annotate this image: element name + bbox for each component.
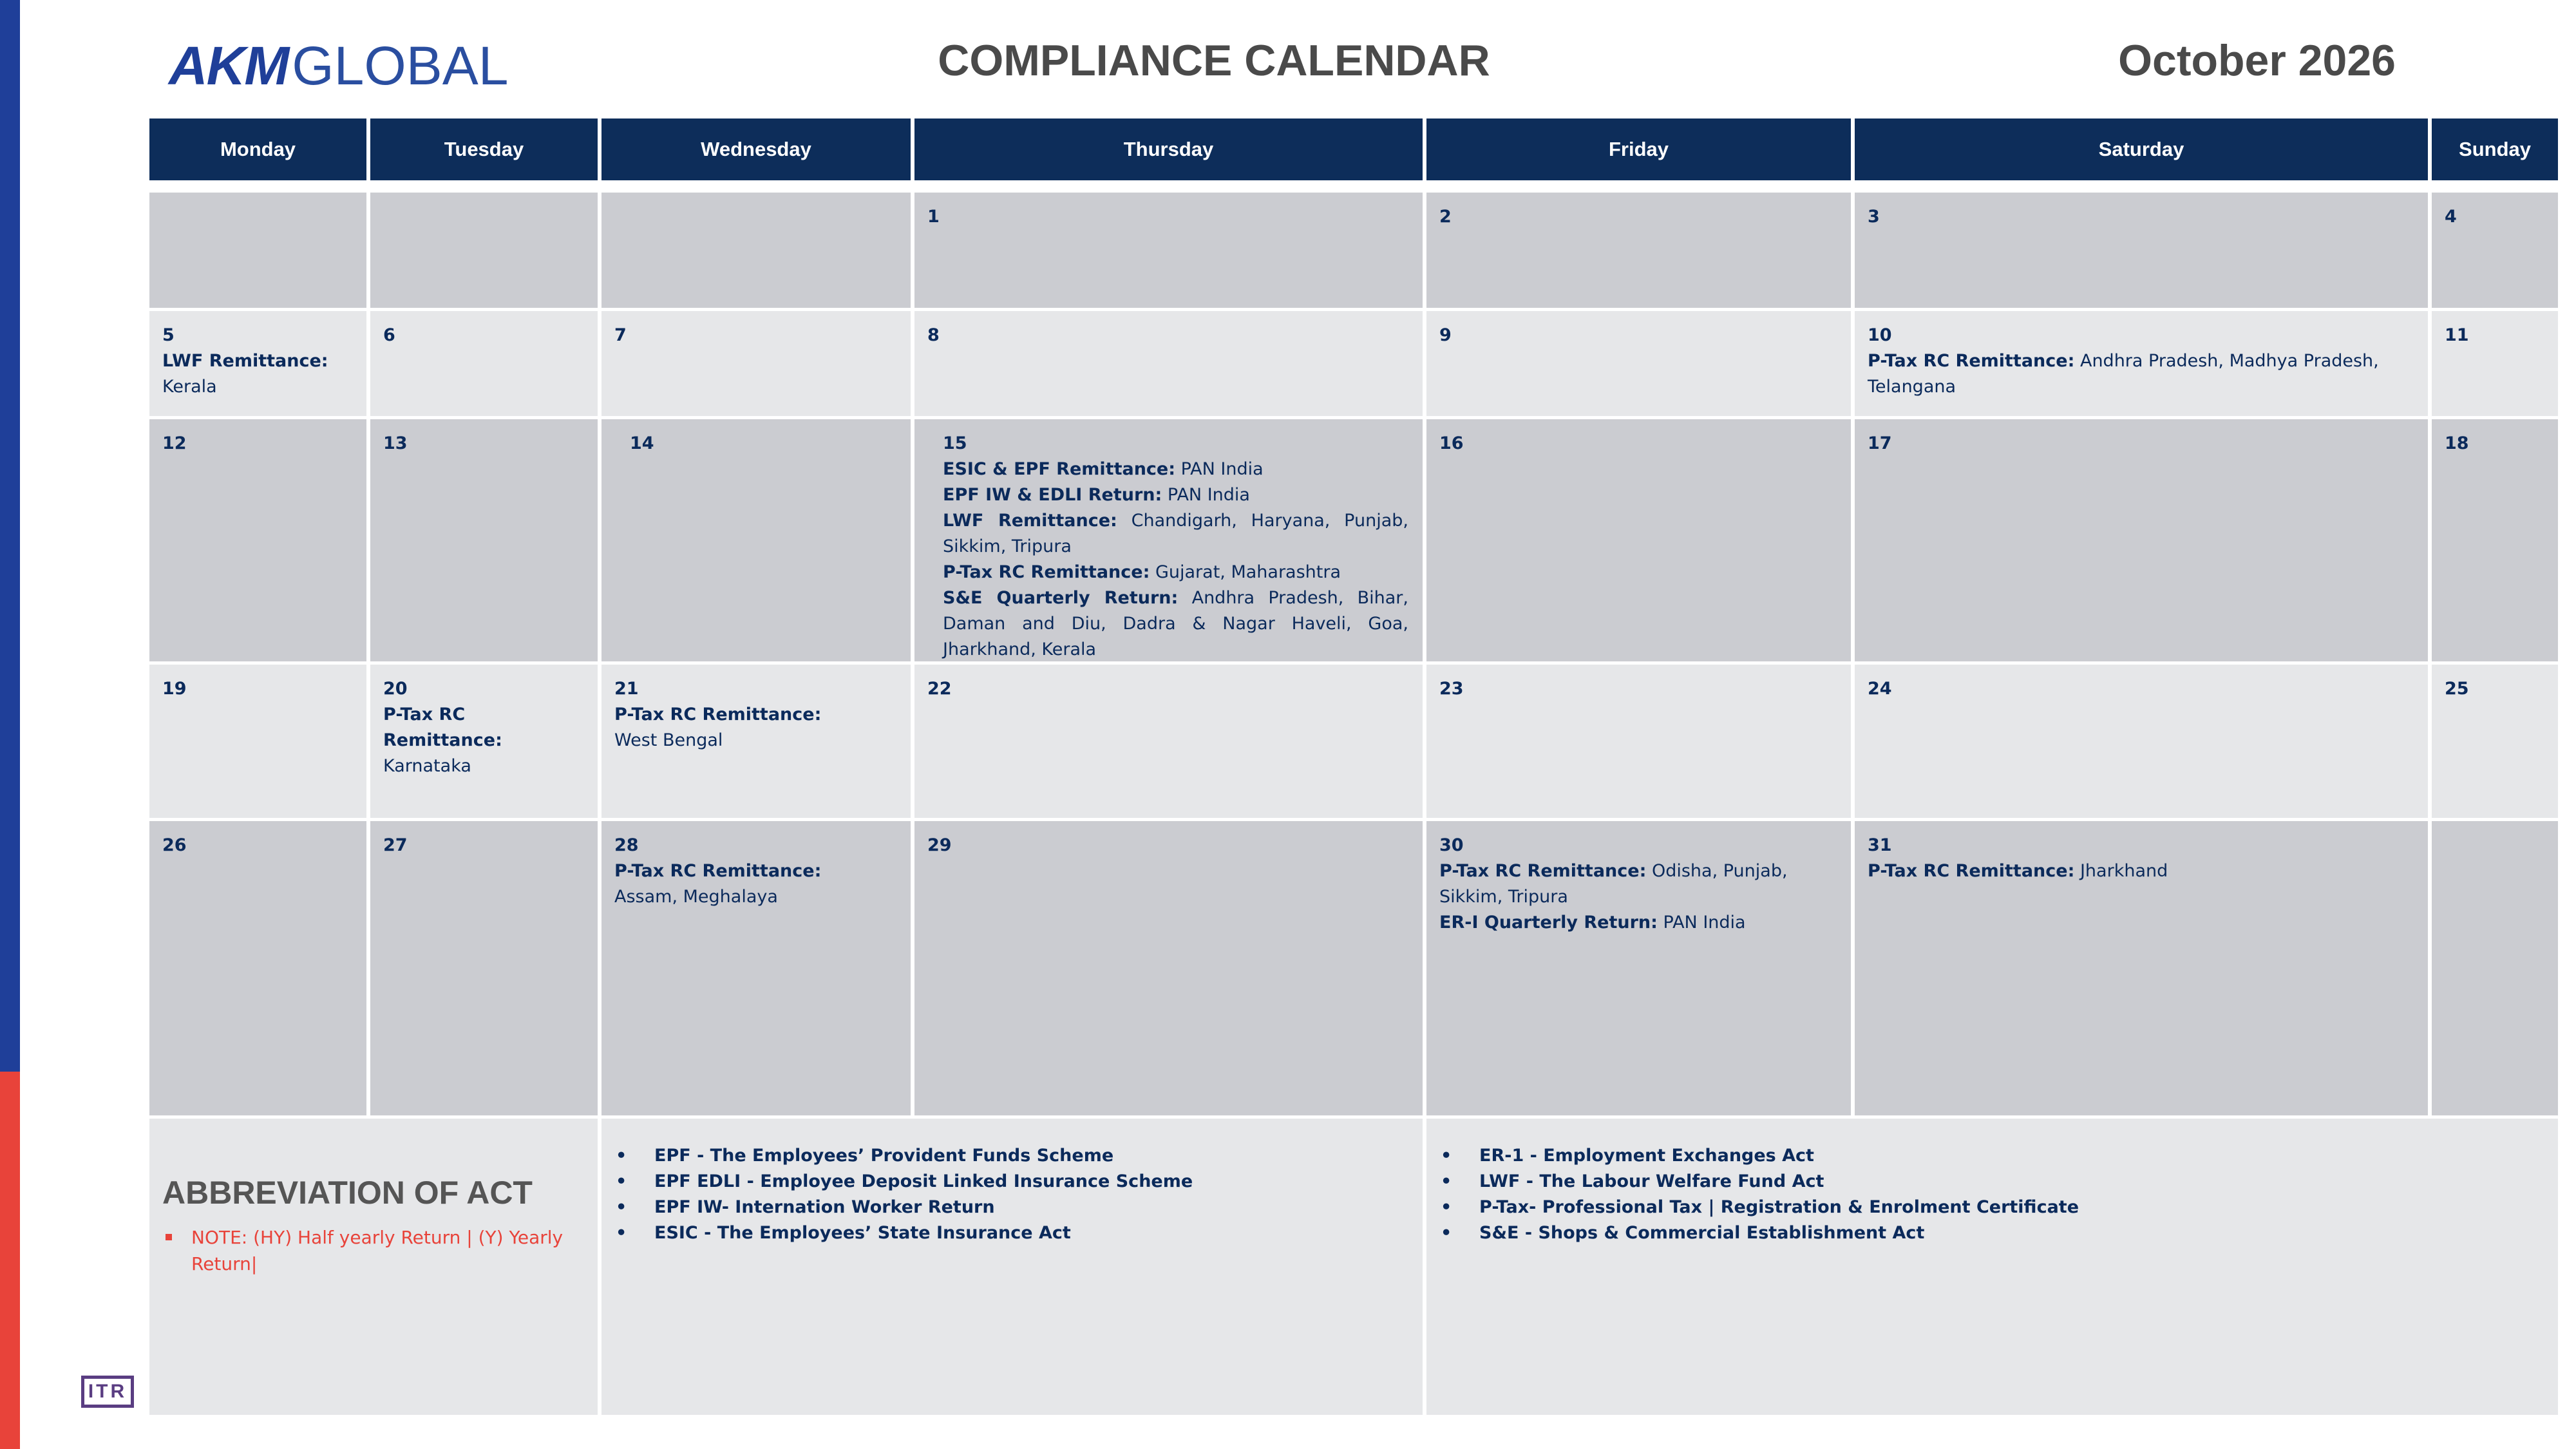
day-cell: [1426, 193, 1855, 308]
day-cell: [370, 419, 601, 661]
list-item: [614, 1220, 1423, 1246]
day-number: 26: [162, 835, 187, 855]
event-label: P-Tax RC Remittance:: [614, 861, 822, 881]
event-text: PAN India: [1162, 485, 1250, 505]
day-number: 18: [2445, 433, 2469, 453]
event-text: Karnataka: [383, 756, 471, 776]
day-number: 20: [383, 679, 408, 699]
calendar-week-5: [149, 818, 2558, 1115]
event-entry: [162, 348, 354, 400]
day-number: 7: [614, 325, 627, 345]
day-cell: [149, 665, 370, 818]
weekday-sunday: Sunday: [2432, 118, 2558, 180]
day-cell: [914, 311, 1426, 416]
event-entry: [1439, 858, 1793, 910]
weekday-thursday: Thursday: [914, 118, 1426, 180]
day-number: 25: [2445, 679, 2469, 699]
abbreviation-list-left: [601, 1119, 1426, 1415]
day-number: 16: [1439, 433, 1464, 453]
event-text: Andhra Pradesh, Bihar, Daman and Diu, Dadra & Nagar Haveli, Goa, Jharkhand, Kerala: [943, 588, 1408, 659]
day-cell: [370, 821, 601, 1115]
abbreviation-list-right: [1426, 1119, 2558, 1415]
left-accent-bar-blue: [0, 0, 20, 1072]
day-number: 28: [614, 835, 639, 855]
abbreviation-heading-block: [149, 1119, 601, 1415]
event-entry: [383, 702, 585, 779]
day-cell: [370, 193, 601, 308]
day-number: 22: [927, 679, 952, 699]
bullet-icon: •: [616, 1197, 627, 1217]
event-label: P-Tax RC Remittance:: [1439, 861, 1647, 881]
day-number: 11: [2445, 325, 2469, 345]
month-label: October 2026: [2118, 36, 2396, 85]
calendar-week-1: [149, 189, 2558, 308]
event-label: P-Tax RC Remittance:: [383, 705, 502, 750]
event-label: LWF Remittance:: [162, 351, 328, 371]
list-item: [1439, 1195, 2558, 1220]
abbreviation-note: [162, 1224, 585, 1277]
weekday-header-row: [149, 118, 2558, 180]
abbreviation-text: ESIC - The Employees’ State Insurance Act: [654, 1223, 1071, 1243]
bullet-icon: •: [1441, 1223, 1452, 1243]
abbreviation-text: ER-1 - Employment Exchanges Act: [1479, 1146, 1814, 1166]
day-number: 12: [162, 433, 187, 453]
bullet-icon: •: [1441, 1146, 1452, 1166]
day-number: 10: [1868, 325, 1892, 345]
bullet-icon: •: [616, 1171, 627, 1191]
event-text: Chandigarh, Haryana, Punjab, Sikkim, Tripura: [943, 511, 1408, 556]
event-entry: [614, 858, 898, 910]
bullet-icon: •: [616, 1146, 627, 1166]
note-text: NOTE: (HY) Half yearly Return | (Y) Yearly Return|: [191, 1227, 564, 1274]
weekday-tuesday: Tuesday: [370, 118, 601, 180]
event-label: EPF IW & EDLI Return:: [943, 485, 1162, 505]
event-entry: [943, 585, 1408, 661]
day-number: 21: [614, 679, 639, 699]
day-number: 30: [1439, 835, 1464, 855]
logo-akm: AKM: [169, 35, 289, 96]
event-label: LWF Remittance:: [943, 511, 1117, 531]
event-text: PAN India: [1175, 459, 1264, 479]
day-cell: [370, 665, 601, 818]
day-number: 23: [1439, 679, 1464, 699]
day-number: 2: [1439, 207, 1452, 227]
day-cell: [149, 419, 370, 661]
list-item: [614, 1195, 1423, 1220]
day-cell: [914, 821, 1426, 1115]
weekday-friday: Friday: [1426, 118, 1855, 180]
event-label: ER-I Quarterly Return:: [1439, 913, 1658, 933]
abbreviation-text: S&E - Shops & Commercial Establishment Act: [1479, 1223, 1925, 1243]
day-cell: [1855, 311, 2432, 416]
abbreviation-text: EPF IW- Internation Worker Return: [654, 1197, 995, 1217]
event-text: Assam, Meghalaya: [614, 887, 778, 907]
event-label: P-Tax RC Remittance:: [943, 562, 1150, 582]
calendar-week-3: [149, 416, 2558, 661]
weekday-saturday: Saturday: [1855, 118, 2432, 180]
day-cell: [1426, 665, 1855, 818]
event-label: P-Tax RC Remittance:: [614, 705, 822, 724]
event-entry: [1439, 910, 1793, 936]
day-number: 29: [927, 835, 952, 855]
day-cell: [601, 419, 914, 661]
event-label: S&E Quarterly Return:: [943, 588, 1179, 608]
event-label: P-Tax RC Remittance:: [1868, 351, 2075, 371]
day-number: 1: [927, 207, 940, 227]
day-cell: [1855, 821, 2432, 1115]
day-cell: [601, 193, 914, 308]
day-number: 8: [927, 325, 940, 345]
event-text: Andhra Pradesh, Madhya Pradesh, Telangana: [1868, 351, 2379, 397]
day-cell: [1426, 419, 1855, 661]
day-cell: [2432, 419, 2558, 661]
list-item: [614, 1169, 1423, 1195]
day-number: 14: [630, 433, 654, 453]
event-text: Odisha, Punjab, Sikkim, Tripura: [1439, 861, 1788, 907]
day-cell: [1426, 821, 1855, 1115]
day-cell: [914, 419, 1426, 661]
day-number: 3: [1868, 207, 1880, 227]
day-number: 19: [162, 679, 187, 699]
list-item: [1439, 1169, 2558, 1195]
day-cell: [2432, 311, 2558, 416]
abbreviation-text: EPF EDLI - Employee Deposit Linked Insurance Scheme: [654, 1171, 1193, 1191]
event-text: PAN India: [1657, 913, 1746, 933]
abbreviation-text: EPF - The Employees’ Provident Funds Scheme: [654, 1146, 1114, 1166]
day-number: 5: [162, 325, 175, 345]
list-item: [1439, 1143, 2558, 1169]
abbreviation-text: LWF - The Labour Welfare Fund Act: [1479, 1171, 1824, 1191]
day-number: 9: [1439, 325, 1452, 345]
day-number: 27: [383, 835, 408, 855]
list-item: [1439, 1220, 2558, 1246]
bullet-square-icon: [166, 1234, 172, 1240]
day-cell: [1855, 665, 2432, 818]
day-number: 15: [943, 433, 967, 453]
event-label: P-Tax RC Remittance:: [1868, 861, 2075, 881]
day-cell: [601, 311, 914, 416]
day-cell: [149, 821, 370, 1115]
day-cell: [149, 311, 370, 416]
event-label: ESIC & EPF Remittance:: [943, 459, 1176, 479]
day-cell: [1426, 311, 1855, 416]
day-number: 4: [2445, 207, 2457, 227]
event-text: Jharkhand: [2074, 861, 2168, 881]
abbreviation-title: ABBREVIATION OF ACT: [162, 1175, 533, 1211]
weekday-monday: Monday: [149, 118, 370, 180]
weekday-wednesday: Wednesday: [601, 118, 914, 180]
day-cell: [370, 311, 601, 416]
left-accent-bar-red: [0, 1072, 20, 1449]
day-number: 24: [1868, 679, 1892, 699]
day-number: 6: [383, 325, 395, 345]
day-cell: [2432, 193, 2558, 308]
abbreviation-text: P-Tax- Professional Tax | Registration & Enrolment Certificate: [1479, 1197, 2079, 1217]
page-title: COMPLIANCE CALENDAR: [938, 36, 1490, 85]
event-entry: [943, 508, 1408, 560]
day-cell: [1855, 419, 2432, 661]
list-item: [614, 1143, 1423, 1169]
day-number: 17: [1868, 433, 1892, 453]
event-entry: [943, 482, 1408, 508]
calendar-week-4: [149, 661, 2558, 818]
day-cell: [2432, 665, 2558, 818]
event-text: West Bengal: [614, 730, 723, 750]
event-entry: [943, 457, 1408, 482]
calendar-grid: [149, 118, 2558, 1415]
event-entry: [943, 560, 1408, 585]
bullet-icon: •: [1441, 1197, 1452, 1217]
bullet-icon: •: [616, 1223, 627, 1243]
day-cell: [2432, 821, 2558, 1115]
event-text: Gujarat, Maharashtra: [1150, 562, 1341, 582]
event-text: Kerala: [162, 377, 217, 397]
day-cell: [601, 821, 914, 1115]
day-number: 13: [383, 433, 408, 453]
day-cell: [601, 665, 914, 818]
abbreviation-section: [149, 1115, 2558, 1415]
day-number: 31: [1868, 835, 1892, 855]
day-cell: [1855, 193, 2432, 308]
day-cell: [914, 665, 1426, 818]
day-cell: [914, 193, 1426, 308]
calendar-week-2: [149, 308, 2558, 416]
event-entry: [1868, 858, 2415, 884]
day-cell: [149, 193, 370, 308]
logo-global: GLOBAL: [292, 35, 509, 96]
event-entry: [1868, 348, 2415, 400]
itr-logo: ITR: [81, 1376, 134, 1408]
bullet-icon: •: [1441, 1171, 1452, 1191]
event-entry: [614, 702, 898, 753]
